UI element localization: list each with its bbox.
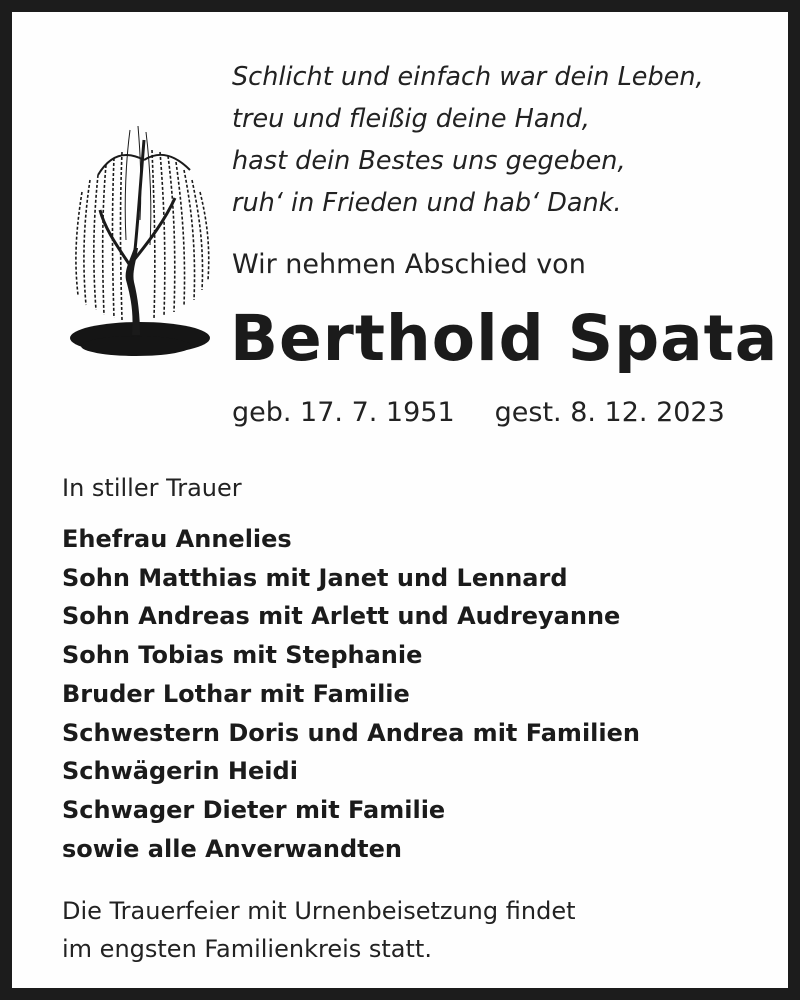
life-dates [232, 397, 725, 428]
mourner-item: Bruder Lothar mit Familie [62, 679, 410, 708]
farewell-intro: Wir nehmen Abschied von [232, 249, 586, 280]
weeping-willow-icon [60, 120, 220, 380]
verse-line: ruh‘ in Frieden und hab‘ Dank. [232, 188, 622, 218]
mourner-item: sowie alle Anverwandten [62, 834, 402, 863]
birth-date: geb. 17. 7. 1951 [232, 397, 455, 428]
mourning-label: In stiller Trauer [62, 474, 242, 502]
mourner-item: Schwägerin Heidi [62, 757, 298, 786]
memorial-verse [232, 56, 704, 224]
mourner-item: Schwager Dieter mit Familie [62, 795, 446, 824]
mourner-item: Ehefrau Annelies [62, 525, 292, 553]
notice-line: im engsten Familienkreis statt. [62, 935, 432, 963]
deceased-name: Berthold Spata [230, 302, 779, 375]
mourner-item: Sohn Matthias mit Janet und Lennard [62, 563, 568, 592]
funeral-notice [62, 892, 576, 968]
death-date: gest. 8. 12. 2023 [494, 397, 725, 428]
verse-line: treu und fleißig deine Hand, [232, 104, 590, 134]
mourners-list [62, 520, 640, 868]
notice-line: Die Trauerfeier mit Urnenbeisetzung findet [62, 897, 576, 925]
mourner-item: Sohn Tobias mit Stephanie [62, 641, 423, 670]
mourner-item: Sohn Andreas mit Arlett und Audreyanne [62, 602, 621, 631]
verse-line: Schlicht und einfach war dein Leben, [232, 62, 704, 92]
verse-line: hast dein Bestes uns gegeben, [232, 146, 626, 176]
mourner-item: Schwestern Doris und Andrea mit Familien [62, 718, 640, 747]
